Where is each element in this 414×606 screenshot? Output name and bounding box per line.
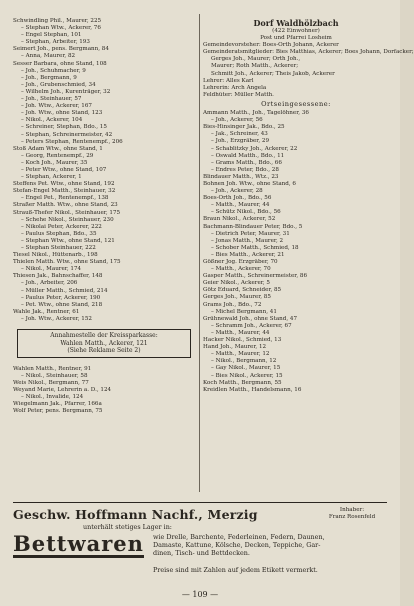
- village-title: Dorf Waldhölzbach: [253, 18, 339, 28]
- directory-entry: – Nikol., Maurer, 174: [21, 266, 82, 273]
- directory-entry: Weyand Marie, Lehrerin a. D., 124: [13, 387, 112, 394]
- village-post: Post und Pfarrei Losheim: [260, 35, 332, 42]
- directory-entry: – Schehe Nikol., Steinhauer, 230: [21, 216, 114, 223]
- directory-entry: Schmitt Joh., Ackerer; Theis Jakob, Ackerer: [211, 70, 335, 77]
- village-population: (422 Einwohner): [272, 28, 320, 34]
- directory-entry: Blindauer Matth., Wtz., 23: [203, 173, 279, 180]
- directory-entry: Braun Nikol., Ackerer, 52: [203, 216, 276, 223]
- directory-entry: Gerges Joh., Maurer; Orth Joh.,: [211, 56, 301, 63]
- column-divider: [199, 14, 200, 492]
- directory-entry: – Pet. Wtw., ohne Stand, 218: [21, 301, 103, 308]
- directory-entry: Steffens Pet. Wtw., ohne Stand, 192: [13, 181, 115, 188]
- directory-entry: Wahle Jak., Rentner, 61: [13, 308, 80, 315]
- directory-entry: – Oswald Matth., Bdo., 11: [211, 152, 285, 159]
- directory-entry: – Matth., Maurer, 44: [211, 329, 270, 336]
- directory-entry: – Paulus Stephan, Bdo., 35: [21, 230, 97, 237]
- directory-entry: Wahlen Matth., Rentner, 91: [13, 365, 92, 372]
- directory-entry: Feldhüter: Müller Matth.: [203, 91, 274, 98]
- right-officials: [203, 42, 414, 99]
- directory-entry: – Joh., Ackerer, 28: [211, 188, 263, 195]
- directory-entry: Sesser Barbara, ohne Stand, 108: [13, 60, 107, 67]
- ad-line: wie Drelle, Barchente, Federleinen, Federn, Daunen,: [153, 533, 325, 541]
- directory-entry: – Matth., Maurer, 44: [211, 202, 270, 209]
- directory-entry: Bachmann-Blindauer Peter, Bdo., 5: [203, 223, 303, 230]
- directory-entry: Koch Matth., Bergmann, 55: [203, 379, 282, 386]
- directory-entry: Stefan-Engel Matth., Steinhauer, 32: [13, 188, 116, 195]
- directory-entry: Götz Eduard, Schneider, 85: [203, 287, 282, 294]
- directory-entry: Boes-Orth Joh., Bdo., 56: [203, 195, 272, 202]
- directory-entry: – Nikol., Invalide, 124: [21, 394, 84, 401]
- directory-entry: – Joh., Ackerer, 56: [211, 117, 263, 124]
- directory-entry: – Nikol., Steinhauer, 58: [21, 372, 88, 379]
- directory-entry: – Peters Stephan, Rentenempf., 206: [21, 138, 123, 145]
- directory-entry: Bohnen Joh. Wtw., ohne Stand, 6: [203, 180, 296, 187]
- directory-entry: Wiegelmann Jak., Pfarrer, 166a: [13, 401, 102, 408]
- left-column: [13, 18, 195, 415]
- directory-entry: – Koch Joh., Maurer, 35: [21, 159, 88, 166]
- directory-entry: – Stephan Steinhauer, 222: [21, 245, 96, 251]
- directory-entry: – Jak., Schreiner, 43: [211, 131, 268, 138]
- directory-entry: – Engel Pet., Rentenempf., 138: [21, 195, 109, 202]
- ad-firm-name: Geschw. Hoffmann Nachf., Merzig: [13, 507, 258, 522]
- directory-entry: – Joh., Steinhauer, 57: [21, 96, 82, 103]
- directory-entry: – Schober Matth., Schmied, 18: [211, 244, 299, 251]
- directory-entry: Hacker Nikol., Schmied, 13: [203, 337, 282, 344]
- directory-entry: – Stephan Wtw., Ackerer, 76: [21, 25, 101, 32]
- directory-entry: – Stephan Wtw., ohne Stand, 121: [21, 237, 115, 244]
- directory-entry: Thielen Matth. Wtw., ohne Stand, 175: [13, 259, 121, 266]
- ad-line: Preise sind mit Zahlen auf jedem Etikett vermerkt.: [153, 566, 318, 574]
- directory-entry: – Stephan, Ackerer, 1: [21, 174, 82, 181]
- directory-entry: – Matth., Ackerer, 70: [211, 266, 271, 273]
- directory-entry: – Nikolai Peter, Ackerer, 222: [21, 223, 102, 230]
- savings-bank-box: [17, 329, 191, 358]
- ad-line: Damaste, Kattune, Kölsche, Decken, Teppiche, Gar-: [153, 541, 321, 549]
- directory-entry: – Joh., Schuhmacher, 9: [21, 67, 86, 74]
- directory-entry: – Nikol., Bergmann, 12: [211, 358, 277, 365]
- directory-entry: – Stephan, Schreinermeister, 42: [21, 131, 113, 138]
- directory-entry: – Engel Stephan, 101: [21, 32, 82, 39]
- directory-entry: – Joh. Wtw., Ackerer, 167: [21, 103, 92, 110]
- box-line: Annahmestelle der Kreissparkasse:: [50, 332, 158, 340]
- box-line: (Siehe Reklame Seite 2): [67, 347, 141, 355]
- ad-owner: [313, 507, 391, 521]
- directory-entry: Gasper Matth., Schreinermeister, 86: [203, 273, 308, 280]
- box-line: Wahlen Matth., Ackerer, 121: [60, 339, 148, 347]
- directory-entry: – Müller Matth., Schmied, 214: [21, 287, 108, 294]
- left-entries-top: [13, 18, 195, 323]
- directory-entry: – Michel Bergmann, 41: [211, 308, 277, 315]
- directory-entry: – Joh. Wtw., ohne Stand, 123: [21, 110, 103, 117]
- directory-entry: Strauß-Thefer Nikol., Steinhauer, 175: [13, 209, 121, 216]
- directory-entry: Tiesel Nikol., Hüttenarb., 198: [13, 252, 98, 259]
- directory-entry: Gemeindevorsteher: Boes-Orth Johann, Ackerer: [203, 42, 339, 49]
- directory-entry: – Anna, Maurer, 82: [21, 53, 76, 60]
- directory-entry: – Joh., Bergmann, 9: [21, 74, 77, 81]
- directory-entry: – Grams Matth., Bdo., 66: [211, 159, 282, 166]
- directory-entry: Seimert Joh., pens. Bergmann, 84: [13, 46, 109, 53]
- directory-entry: – Endres Peter, Bdo., 28: [211, 166, 279, 173]
- directory-entry: – Joh., Arbeiter, 206: [21, 280, 78, 287]
- directory-entry: – Nikol., Ackerer, 104: [21, 117, 83, 124]
- directory-entry: – Schramm Joh., Ackerer, 67: [211, 322, 292, 329]
- directory-entry: Ammann Matth., Joh., Tagelöhner, 36: [203, 110, 309, 117]
- directory-entry: Lehrer: Alles Karl: [203, 77, 254, 84]
- directory-entry: Gerges Joh., Maurer, 85: [203, 294, 271, 301]
- directory-entry: – Schreiner, Stephan, Bdo., 15: [21, 124, 107, 131]
- directory-entry: – Peter Wtw., ohne Stand, 107: [21, 166, 107, 173]
- directory-entry: Wolf Peter, pens. Bergmann, 75: [13, 408, 103, 415]
- ad-line: dinen, Tisch- und Bettdecken.: [153, 549, 250, 557]
- directory-entry: – Gay Nikol., Maurer, 15: [211, 365, 281, 372]
- directory-entry: Weis Nikol., Bergmann, 77: [13, 380, 89, 386]
- directory-entry: – Schablitzky Joh., Ackerer, 22: [211, 145, 298, 152]
- ad-owner-name: Franz Rosenfeld: [328, 514, 376, 520]
- directory-entry: – Georg, Rentenempf., 29: [21, 152, 94, 159]
- ad-line: unterhält stetiges Lager in:: [83, 523, 172, 531]
- directory-entry: Straßer Matth. Wtw., ohne Stand, 23: [13, 202, 118, 209]
- directory-entry: – Joh. Wtw., Ackerer, 152: [21, 315, 92, 322]
- directory-entry: – Joh., Erzgräber, 29: [211, 138, 270, 145]
- directory-entry: Gößner Jog. Erzgräber, 70: [203, 259, 278, 265]
- directory-entry: Kreidlen Matth., Handelsmann, 16: [203, 386, 302, 393]
- directory-entry: – Wilhelm Joh., Kurenträger, 32: [21, 88, 111, 95]
- ad-headline: Bettwaren: [13, 531, 144, 556]
- advertisement: [13, 502, 387, 581]
- directory-entry: Schwindling Phil., Maurer, 225: [13, 18, 102, 24]
- directory-entry: – Jonas Matth., Maurer, 2: [211, 237, 284, 244]
- directory-entry: – Bies Nikol., Ackerer, 15: [211, 372, 283, 379]
- directory-entry: – Dietrich Peter, Maurer, 31: [211, 230, 290, 237]
- page-number: — 109 —: [181, 590, 219, 599]
- directory-entry: Grühnewald Joh., ohne Stand, 47: [203, 315, 298, 322]
- directory-entry: Grams Joh., Bdo., 72: [203, 301, 262, 308]
- directory-entry: – Bies Matth., Ackerer, 21: [211, 251, 285, 258]
- directory-entry: Bies-Hinsinger Jak., Bdo., 25: [203, 124, 285, 131]
- directory-entry: – Schütz Nikol., Bdo., 56: [211, 209, 281, 216]
- ad-owner-label: Inhaber:: [339, 507, 365, 513]
- right-entries: [203, 110, 389, 394]
- directory-entry: Maurer; Roth Matth., Ackerer;: [211, 63, 299, 70]
- directory-entry: Thiesen Jak., Bahnschaffer, 148: [13, 273, 103, 280]
- directory-entry: Gemeinderatsmitglieder: Bies Matthias, Ackerer; Boes Johann, Dorfacker;: [203, 49, 414, 56]
- directory-entry: Lehrerin: Arch Angela: [203, 84, 267, 91]
- directory-entry: Stoß Adam Wtw., ohne Stand, 1: [13, 145, 103, 152]
- left-entries-bottom: [13, 366, 195, 416]
- directory-entry: – Joh., Grubenschmied, 34: [21, 81, 96, 88]
- directory-entry: Hand Joh., Maurer, 12: [203, 344, 267, 351]
- directory-entry: Geier Nikol., Ackerer, 5: [203, 280, 270, 287]
- section-heading: Ortseingesessene:: [261, 99, 331, 108]
- right-column: [203, 18, 414, 394]
- directory-entry: – Paulus Peter, Ackerer, 190: [21, 294, 101, 301]
- directory-entry: – Matth., Maurer, 12: [211, 351, 270, 358]
- directory-entry: – Stephan, Arbeiter, 193: [21, 39, 90, 46]
